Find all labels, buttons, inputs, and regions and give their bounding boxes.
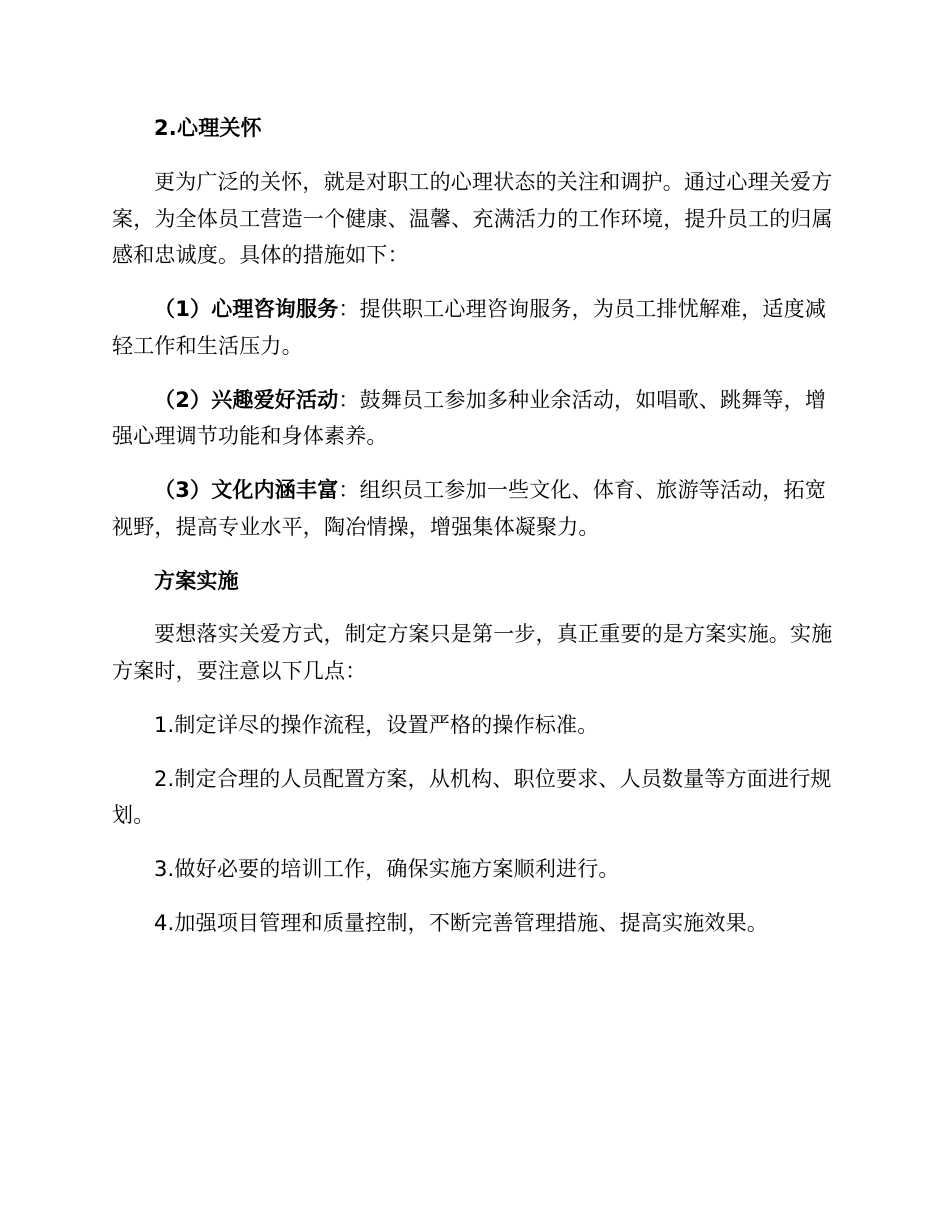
implementation-point: 4.加强项目管理和质量控制，不断完善管理措施、提高实施效果。: [154, 910, 769, 935]
measure-label: （2）兴趣爱好活动: [154, 387, 339, 412]
measure-item-counseling: [112, 291, 838, 365]
section-heading-implementation: 方案实施: [154, 568, 239, 593]
measure-text: ：提供职工心理咨询服务，为员工排忧解难，适度减轻工作和生活压力。: [112, 297, 827, 358]
measure-label: （3）文化内涵丰富: [154, 478, 339, 502]
implementation-point: 1.制定详尽的操作流程，设置严格的操作标准。: [154, 712, 599, 737]
measure-label: （1）心理咨询服务: [154, 297, 339, 321]
section-intro-paragraph: 更为广泛的关怀，就是对职工的心理状态的关注和调护。通过心理关爱方案，为全体员工营造一个健康、温馨、充满活力的工作环境，提升员工的归属感和忠诚度。具体的措施如下：: [112, 169, 833, 268]
section-heading-psychological-care: 2.心理关怀: [154, 116, 262, 140]
measure-text: ：组织员工参加一些文化、体育、旅游等活动，拓宽视野，提高专业水平，陶冶情操，增强集体凝聚力。: [112, 478, 827, 539]
implementation-point: 2.制定合理的人员配置方案，从机构、职位要求、人员数量等方面进行规划。: [112, 766, 832, 828]
implementation-point: 3.做好必要的培训工作，确保实施方案顺利进行。: [154, 857, 620, 881]
measure-item-hobbies: [112, 382, 838, 456]
measure-item-culture: [112, 472, 838, 546]
measure-text: ：鼓舞员工参加多种业余活动，如唱歌、跳舞等，增强心理调节功能和身体素养。: [112, 387, 827, 449]
implementation-intro-paragraph: 要想落实关爱方式，制定方案只是第一步，真正重要的是方案实施。实施方案时，要注意以下几点：: [112, 622, 833, 683]
